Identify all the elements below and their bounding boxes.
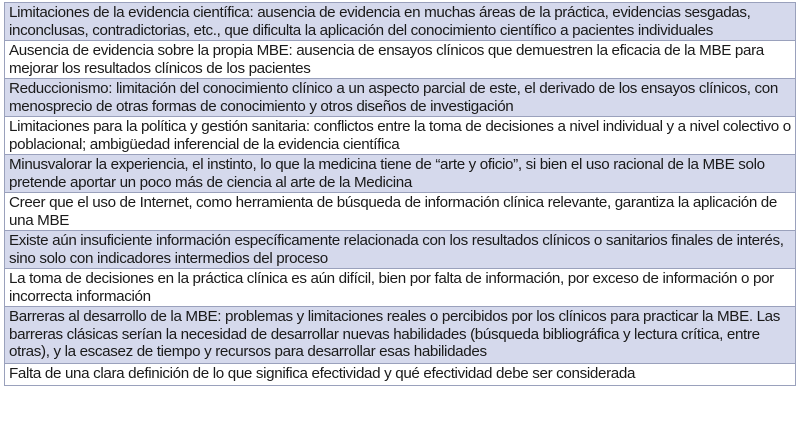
row-text: Reduccionismo: limitación del conocimiento clínico a un aspecto parcial de este, el derivado de los ensayos clínicos, con menosprecio de otras formas de conocimiento y otros diseños de investigación xyxy=(9,80,778,115)
table-row xyxy=(5,155,795,193)
table-row xyxy=(5,269,795,307)
table-row xyxy=(5,117,795,155)
row-text: Minusvalorar la experiencia, el instinto, lo que la medicina tiene de “arte y oficio”, si bien el uso racional de la MBE solo pretende aportar un poco más de ciencia al arte de la Medicina xyxy=(9,156,765,191)
table-row xyxy=(5,41,795,79)
table-row xyxy=(5,364,795,385)
table-row xyxy=(5,193,795,231)
table-row xyxy=(5,79,795,117)
row-text: Barreras al desarrollo de la MBE: problemas y limitaciones reales o percibidos por los clínicos para practicar la MBE. Las barreras clásicas serían la necesidad de desarrollar nuevas habilidades (búsqueda bibliográfica y lectura crítica, entre otras), y la escasez de tiempo y recursos para desarrollar esas habilidades xyxy=(9,308,781,360)
limitations-table xyxy=(4,2,796,386)
row-text: Limitaciones de la evidencia científica: ausencia de evidencia en muchas áreas de la práctica, evidencias sesgadas, inconclusas, contradictorias, etc., que dificulta la aplicación del conocimiento científico a pacientes individuales xyxy=(9,4,751,39)
row-text: La toma de decisiones en la práctica clínica es aún difícil, bien por falta de información, por exceso de información o por incorrecta información xyxy=(9,270,774,305)
row-text: Ausencia de evidencia sobre la propia MBE: ausencia de ensayos clínicos que demuestren la eficacia de la MBE para mejorar los resultados clínicos de los pacientes xyxy=(9,42,764,77)
row-text: Creer que el uso de Internet, como herramienta de búsqueda de información clínica relevante, garantiza la aplicación de una MBE xyxy=(9,194,777,229)
row-text: Falta de una clara definición de lo que significa efectividad y qué efectividad debe ser considerada xyxy=(9,365,636,382)
table-row xyxy=(5,307,795,364)
table-row xyxy=(5,3,795,41)
row-text: Limitaciones para la política y gestión sanitaria: conflictos entre la toma de decisiones a nivel individual y a nivel colectivo o poblacional; ambigüedad inferencial de la evidencia científica xyxy=(9,118,791,153)
row-text: Existe aún insuficiente información específicamente relacionada con los resultados clínicos o sanitarios finales de interés, sino solo con indicadores intermedios del proceso xyxy=(9,232,784,267)
table-row xyxy=(5,231,795,269)
